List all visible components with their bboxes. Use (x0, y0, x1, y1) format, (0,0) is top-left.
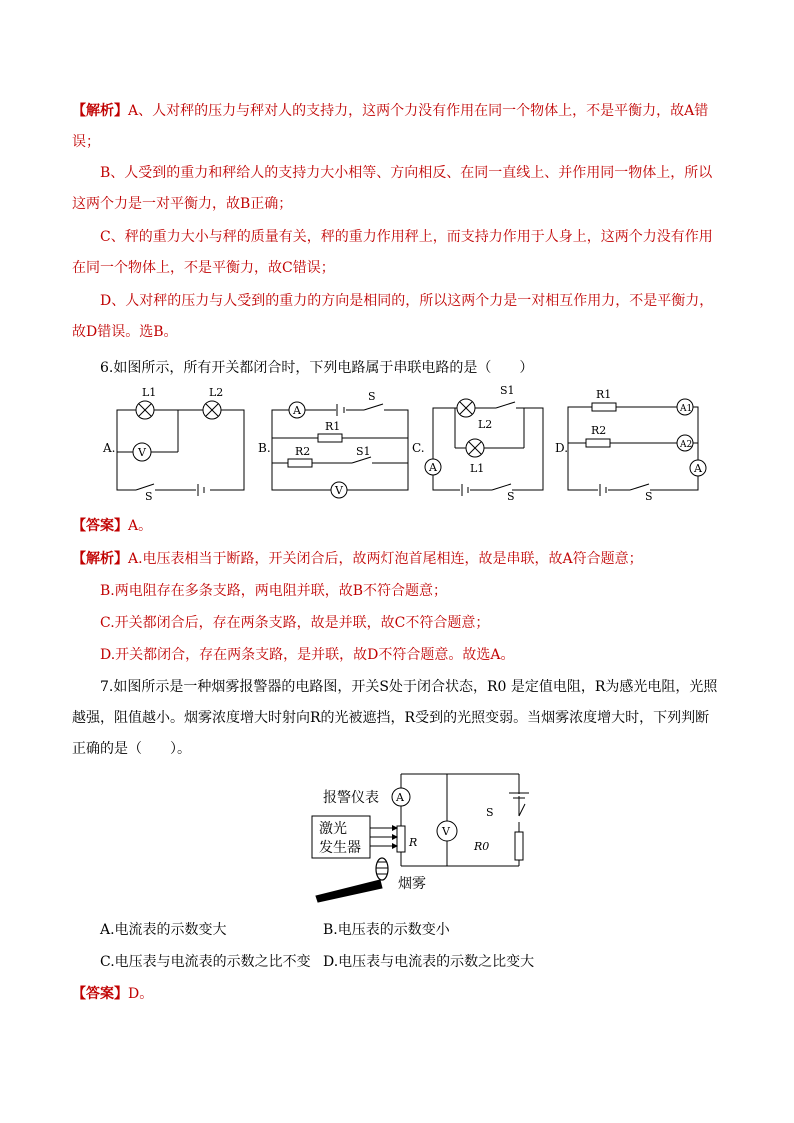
q7-smoke-alarm-circuit (0, 766, 794, 906)
q5-analysis-p1 (72, 96, 722, 158)
circuit-c-letter: C. (412, 441, 425, 455)
q6-analysis-d: D.开关都闭合，存在两条支路，是并联，故D不符合题意。故选A。 (100, 647, 515, 663)
q7-option-b: B.电压表的示数变小 (323, 922, 450, 938)
answer-tag: 【答案】 (72, 986, 128, 1002)
analysis-text: A、人对秤的压力与秤对人的支持力，这两个力没有作用在同一个物体上，不是平衡力，故A错误； (72, 103, 709, 150)
ammeter-a2-label: A2 (680, 440, 693, 450)
q7-option-d: D.电压表与电流表的示数之比变大 (323, 954, 535, 970)
switch-label: S (486, 806, 494, 819)
switch-label: S (507, 490, 515, 500)
answer-tag: 【答案】 (72, 518, 128, 534)
circuit-a-letter: A. (103, 441, 116, 455)
ammeter-label: A (293, 404, 301, 417)
voltmeter-label: V (138, 446, 146, 459)
resistor-r0-label: R0 (474, 840, 490, 853)
switch-label: S (645, 490, 653, 500)
q7-option-c: C.电压表与电流表的示数之比不变 (100, 954, 311, 970)
circuit-d-frame (568, 407, 698, 490)
lamp-l2-label: L2 (209, 386, 224, 399)
resistor-r1-label: R1 (596, 388, 612, 401)
q5-analysis-p2: B、人受到的重力和秤给人的支持力大小相等、方向相反、在同一直线上、并作用同一物体上，所以这两个力是一对平衡力，故B正确； (72, 165, 713, 212)
answer-text: D。 (128, 986, 154, 1002)
smoke-label: 烟雾 (398, 876, 426, 892)
resistor-r1-label: R1 (325, 420, 341, 433)
photoresistor-label: R (409, 836, 418, 849)
photoresistor-symbol (397, 826, 405, 852)
q5-analysis-p4: D、人对秤的压力与人受到的重力的方向是相同的，所以这两个力是一对相互作用力，不是平衡力，故D错误。选B。 (72, 293, 714, 340)
analysis-tag: 【解析】 (72, 103, 128, 119)
q6-analysis-c: C.开关都闭合后，存在两条支路，故是并联，故C不符合题意； (100, 615, 490, 631)
answer-text: A。 (128, 518, 153, 534)
circuit-b-letter: B. (258, 441, 271, 455)
q7-stem: 7.如图所示是一种烟雾报警器的电路图，开关S处于闭合状态，R0 是定值电阻，R为感光电阻，光照越强，阻值越小。烟雾浓度增大时射向R的光被遮挡，R受到的光照变弱。当烟雾浓度增大时，下列判断正确的是（ ）。 (72, 679, 718, 757)
lamp-l1-label: L1 (470, 462, 485, 475)
q6-answer (72, 515, 152, 535)
q6-analysis-b: B.两电阻存在多条支路，两电阻并联，故B不符合题意； (100, 583, 448, 599)
laser-label-line2: 发生器 (319, 840, 361, 856)
switch-s1-label: S1 (500, 384, 515, 397)
analysis-text: A.电压表相当于断路，开关闭合后，故两灯泡首尾相连，故是串联，故A符合题意； (128, 551, 643, 567)
ammeter-a1-label: A1 (680, 404, 693, 414)
analysis-tag: 【解析】 (72, 551, 128, 567)
alarm-meter-label: 报警仪表 (323, 790, 379, 806)
lamp-l2-label: L2 (478, 418, 493, 431)
q7-answer (72, 983, 153, 1003)
q7-option-a: A.电流表的示数变大 (100, 922, 227, 938)
ammeter-label: A (429, 461, 437, 474)
q6-circuit-diagrams (0, 380, 794, 500)
lamp-l1-label: L1 (142, 386, 157, 399)
resistor-r2-label: R2 (295, 445, 311, 458)
q6-analysis-a (72, 548, 643, 568)
switch-label: S (368, 390, 376, 403)
circuit-d-letter: D. (555, 441, 569, 455)
switch-s1-label: S1 (356, 445, 371, 458)
resistor-r0-symbol (515, 832, 523, 860)
ammeter-label: A (396, 791, 404, 804)
q5-analysis-p3: C、秤的重力大小与秤的质量有关，秤的重力作用秤上，而支持力作用于人身上，这两个力没有作用在同一个物体上，不是平衡力，故C错误； (72, 229, 713, 276)
voltmeter-label: V (335, 484, 343, 497)
ammeter-label: A (694, 462, 702, 475)
laser-label-line1: 激光 (319, 821, 347, 837)
voltmeter-label: V (442, 825, 450, 838)
switch-label: S (145, 490, 153, 500)
resistor-r2-label: R2 (591, 424, 607, 437)
smoke-source (316, 880, 382, 902)
q6-stem: 6.如图所示，所有开关都闭合时，下列电路属于串联电路的是（ ） (100, 360, 534, 376)
